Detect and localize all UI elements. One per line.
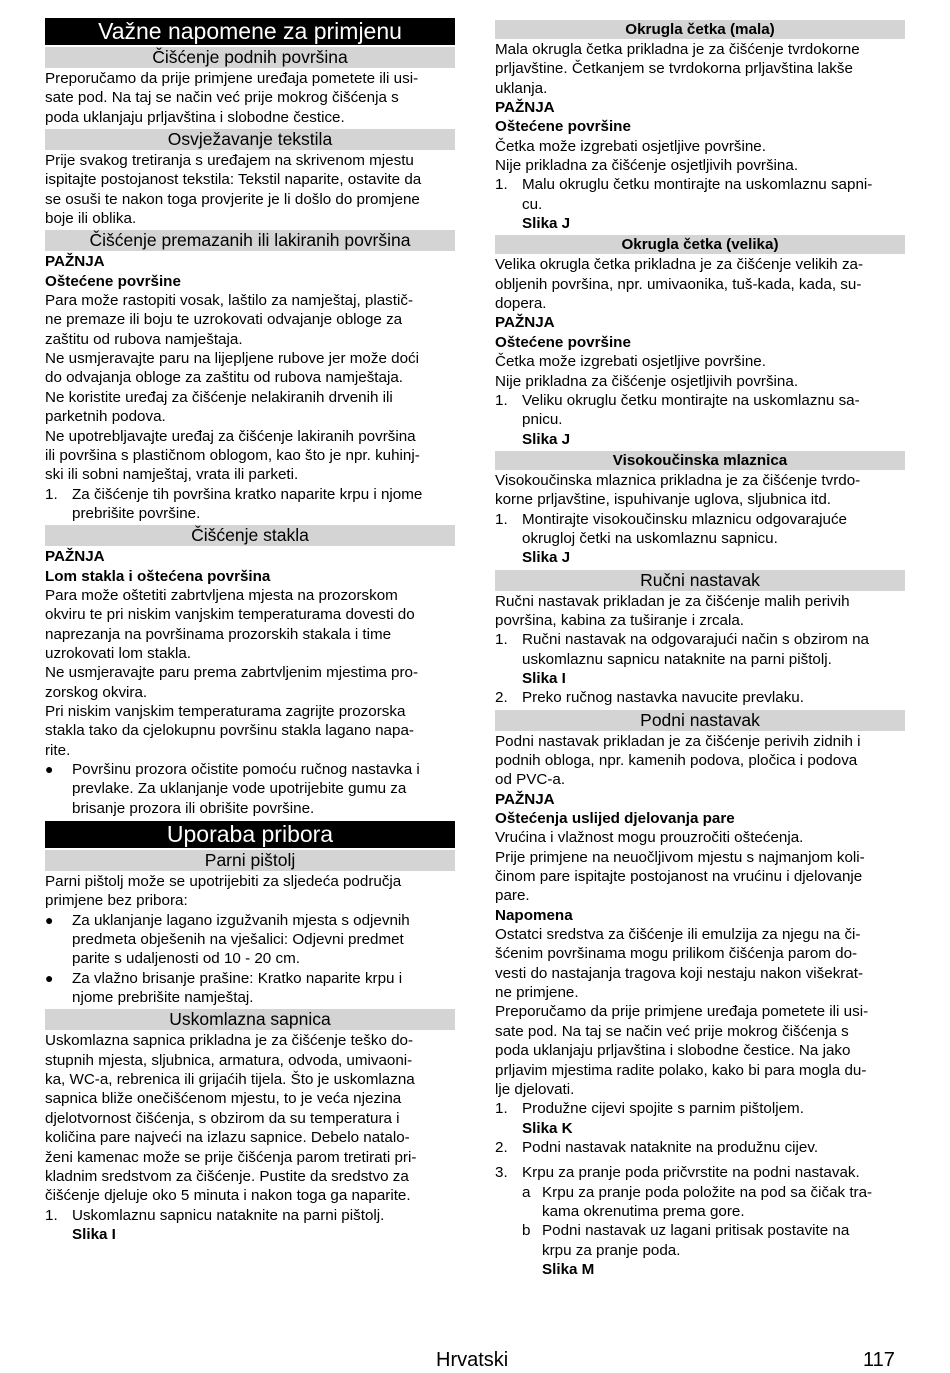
list-item-continuation [495,410,905,429]
text-line: Nije prikladna za čišćenje osjetljivih površina. [495,157,799,175]
list-number: 1. [495,631,508,649]
text-line: prevlake. Za uklanjanje vode upotrijebite gumu za [72,780,407,798]
text-line: od PVC-a. [495,771,566,789]
list-number: 2. [495,1138,508,1156]
text-line: Ne usmjeravajte paru na lijepljene rubove jer može doći [45,350,419,368]
text-line: ispitajte postojanost tekstila: Tekstil naparite, ostavite da [45,171,422,189]
text-line: Podni nastavak nataknite na produžnu cijev. [522,1138,819,1156]
figure-label: Slika J [522,215,571,233]
figure-reference [495,1260,905,1279]
text-line: poda uklanjaju prljavština i slobodne čestice. Na jako [495,1042,851,1060]
warning-label: PAŽNJA [45,548,105,566]
text-line: Parni pištolj može se upotrijebiti za sljedeća područja [45,873,402,891]
section-heading: Podni nastavak [495,710,905,731]
sub-list-letter: b [522,1222,531,1240]
left-column [45,18,455,1244]
text-line: Produžne cijevi spojite s parnim pištoljem. [522,1100,804,1118]
bullet-item-continuation [45,799,455,818]
bullet-item-continuation [45,988,455,1007]
warning-label: PAŽNJA [495,99,555,117]
text-line: poda uklanjaju prljavština i slobodne čestice. [45,108,345,126]
sub-list-item [495,1183,905,1202]
list-item-continuation [45,504,455,523]
list-item [495,510,905,529]
figure-reference [495,214,905,233]
text-line: korne prljavštine, ispuhivanje uglova, sljubnica itd. [495,491,832,509]
bullet-item [45,911,455,930]
text-line: Vrućina i vlažnost mogu prouzročiti oštećenja. [495,829,804,847]
text-line: Pri niskim vanjskim temperaturama zagrijte prozorska [45,702,406,720]
list-item [495,688,905,707]
warning-subtitle: Oštećene površine [495,118,631,136]
text-line: šćenim površinama mogu prilikom čišćenja parom do- [495,945,858,963]
text-line: Za vlažno brisanje prašine: Kratko naparite krpu i [72,969,403,987]
text-line: Prije primjene na neuočljivom mjestu s najmanjom koli- [495,848,865,866]
figure-label: Slika M [542,1260,595,1278]
text-line: Krpu za pranje poda pričvrstite na podni nastavak. [522,1164,860,1182]
text-line: sate pod. Na taj se način već prije mokrog čišćenja s [495,1022,849,1040]
figure-label: Slika I [72,1225,116,1243]
text-line: do odvajanja obloge za zaštitu od rubova namještaja. [45,369,403,387]
list-item [495,175,905,194]
text-line: rite. [45,741,71,759]
text-line: parketnih podova. [45,408,166,426]
right-column [495,20,905,1279]
text-line: Uskomlazna sapnica prikladna je za čišćenje teško do- [45,1032,414,1050]
text-line: Malu okruglu četku montirajte na uskomlaznu sapni- [522,176,873,194]
text-line: Četka može izgrebati osjetljive površine. [495,137,766,155]
list-item-continuation [495,195,905,214]
text-line: ski ili sobni namještaj, vrata ili parketi. [45,466,299,484]
text-line: uzrokovati lom stakla. [45,644,192,662]
figure-reference [495,548,905,567]
warning-subtitle: Lom stakla i oštećena površina [45,567,271,585]
text-line: krpu za pranje poda. [542,1241,681,1259]
list-item [495,630,905,649]
bullet-item-continuation [45,949,455,968]
figure-reference [45,1225,455,1244]
text-line: ka, WC-a, rebrenica ili grijaćih tijela. Što je uskomlazna [45,1071,415,1089]
section-heading: Čišćenje stakla [45,525,455,546]
text-line: ženi kamenac može se prije čišćenja parom tretirati pri- [45,1148,417,1166]
warning-label: PAŽNJA [495,790,555,808]
text-line: Preporučamo da prije primjene uređaja pometete ili usi- [45,70,419,87]
text-line: vesti do nastajanja tragova koji nestaju nakon višekrat- [495,964,864,982]
text-line: djelotvornost čišćenja, s obzirom da su temperatura i [45,1109,400,1127]
text-line: Prije svakog tretiranja s uređajem na skrivenom mjestu [45,152,414,170]
text-line: kladnim sredstvom za čišćenje. Pustite da sredstvo za [45,1167,409,1185]
text-line: sate pod. Na taj se način već prije mokrog čišćenja s [45,89,399,107]
text-line: stupnih mjesta, sljubnica, armatura, odvoda, umivaoni- [45,1051,413,1069]
text-line: pare. [495,887,530,905]
figure-reference [495,1119,905,1138]
text-line: Para može oštetiti zabrtvljena mjesta na prozorskom [45,586,398,604]
text-line: ne premaze ili boju te uzrokovati odvajanje obloge za [45,311,403,329]
list-number: 1. [45,1206,58,1224]
list-number: 1. [495,391,508,409]
text-line: boje ili oblika. [45,210,137,228]
main-heading: Uporaba pribora [45,821,455,848]
figure-label: Slika I [522,669,566,687]
text-line: Montirajte visokoučinsku mlaznicu odgovarajuće [522,510,848,528]
list-item [495,1163,905,1182]
text-line: Krpu za pranje poda položite na pod sa čičak tra- [542,1183,873,1201]
warning-subtitle: Oštećene površine [45,272,181,290]
list-number: 1. [495,176,508,194]
text-line: Preko ručnog nastavka navucite prevlaku. [522,689,804,707]
warning-label: PAŽNJA [495,314,555,332]
text-line: Preporučamo da prije primjene uređaja pometete ili usi- [495,1003,869,1021]
section-heading: Ručni nastavak [495,570,905,591]
section-heading: Parni pištolj [45,850,455,871]
list-item-continuation [495,650,905,669]
warning-subtitle: Oštećenja uslijed djelovanja pare [495,810,735,828]
list-item [495,1138,905,1157]
text-line: njome prebrišite namještaj. [72,989,254,1007]
page-number: 117 [863,1349,895,1371]
section-heading: Okrugla četka (mala) [495,20,905,39]
section-heading: Osvježavanje tekstila [45,129,455,150]
warning-label: PAŽNJA [45,253,105,271]
text-line: Velika okrugla četka prikladna je za čišćenje velikih za- [495,256,864,274]
main-heading: Važne napomene za primjenu [45,18,455,45]
section-heading: Uskomlazna sapnica [45,1009,455,1030]
bullet-item [45,760,455,779]
text-line: Mala okrugla četka prikladna je za čišćenje tvrdokorne [495,41,860,58]
text-line: uskomlaznu sapnicu nataknite na parni pištolj. [522,650,832,668]
footer-language: Hrvatski [436,1349,509,1371]
text-line: Ne usmjeravajte paru prema zabrtvljenim mjestima pro- [45,664,419,682]
text-line: Ne koristite uređaj za čišćenje nelakiranih drvenih ili [45,388,393,406]
figure-reference [495,669,905,688]
text-line: obljenih površina, npr. umivaonika, tuš-kada, kada, su- [495,275,862,293]
figure-label: Slika J [522,430,571,448]
text-line: naprezanja na površinama prozorskih stakala i time [45,625,392,643]
text-line: Ostatci sredstva za čišćenje ili emulzija za njegu na či- [495,926,861,944]
text-line: Podni nastavak uz lagani pritisak postavite na [542,1222,850,1240]
text-line: Površinu prozora očistite pomoću ručnog nastavka i [72,761,420,778]
list-item [495,1099,905,1118]
text-line: Ručni nastavak na odgovarajući način s obzirom na [522,631,869,649]
list-item [45,485,455,504]
text-line: podnih obloga, npr. kamenih podova, pločica i podova [495,752,858,769]
text-line: činom pare ispitajte postojanost na vrućinu i djelovanje [495,868,863,886]
bullet-item-continuation [45,779,455,798]
text-line: sapnica bliže onečišćenom mjestu, to je veća njezina [45,1090,402,1108]
text-line: Visokoučinska mlaznica prikladna je za čišćenje tvrdo- [495,471,861,489]
note-label: Napomena [495,906,573,924]
list-item [495,391,905,410]
text-line: lje djelovati. [495,1080,575,1098]
text-line: čišćenje djeluje oko 5 minuta i nakon toga ga naparite. [45,1187,411,1205]
text-line: Za uklanjanje lagano izgužvanih mjesta s odjevnih [72,911,410,929]
list-number: 1. [495,510,508,528]
bullet-icon: ● [45,911,54,928]
sub-list-item-continuation [495,1202,905,1221]
text-line: Nije prikladna za čišćenje osjetljivih površina. [495,372,799,390]
text-line: pnicu. [522,411,563,429]
text-line: prljavim mjestima radite polako, kako bi para mogla du- [495,1061,867,1079]
text-line: Uskomlaznu sapnicu nataknite na parni pištolj. [72,1206,385,1224]
text-line: dopera. [495,295,547,313]
text-line: Za čišćenje tih površina kratko naparite krpu i njome [72,485,423,503]
text-line: predmeta obješenih na vješalici: Odjevni predmet [72,931,404,949]
text-line: Veliku okruglu četku montirajte na uskomlaznu sa- [522,391,860,409]
text-line: ili površina s plastičnom oblogom, kao što je npr. kuhinj- [45,446,420,464]
text-line: zaštitu od rubova namještaja. [45,330,243,348]
bullet-item [45,969,455,988]
figure-reference [495,430,905,449]
figure-label: Slika J [522,549,571,567]
text-line: parite s udaljenosti od 10 - 20 cm. [72,950,300,968]
figure-label: Slika K [522,1119,573,1137]
section-heading: Čišćenje podnih površina [45,47,455,68]
text-line: uklanja. [495,79,548,97]
text-line: Podni nastavak prikladan je za čišćenje perivih zidnih i [495,732,861,750]
list-number: 2. [495,689,508,707]
section-heading: Okrugla četka (velika) [495,235,905,254]
list-item [45,1206,455,1225]
text-line: stakla tako da cjelokupnu površinu stakla lagano napa- [45,722,414,740]
text-line: ne primjene. [495,984,579,1002]
bullet-icon: ● [45,761,54,777]
text-line: kama okrenutima prema gore. [542,1202,745,1220]
sub-list-letter: a [522,1183,531,1201]
text-line: primjene bez pribora: [45,892,188,910]
text-line: količina pare najveći na izlazu sapnice. Debelo natalo- [45,1129,410,1147]
text-line: Para može rastopiti vosak, laštilo za namještaj, plastič- [45,292,414,310]
text-line: brisanje prozora ili obrišite površine. [72,799,315,817]
bullet-icon: ● [45,969,54,986]
text-line: cu. [522,195,543,213]
text-line: zorskog okvira. [45,683,148,701]
text-line: Četka može izgrebati osjetljive površine. [495,353,766,371]
text-line: Ne upotrebljavajte uređaj za čišćenje lakiranih površina [45,427,416,445]
sub-list-item-continuation [495,1241,905,1260]
text-line: okrugloj četki na uskomlaznu sapnicu. [522,529,778,547]
sub-list-item [495,1221,905,1240]
list-number: 1. [495,1100,508,1118]
section-heading: Visokoučinska mlaznica [495,451,905,470]
text-line: okviru te pri niskim vanjskim temperaturama dovesti do [45,606,415,624]
list-number: 3. [495,1164,508,1182]
list-number: 1. [45,485,58,503]
text-line: Ručni nastavak prikladan je za čišćenje malih perivih [495,592,850,610]
warning-subtitle: Oštećene površine [495,333,631,351]
list-item-continuation [495,529,905,548]
section-heading: Čišćenje premazanih ili lakiranih površina [45,230,455,251]
bullet-item-continuation [45,930,455,949]
text-line: prebrišite površine. [72,504,201,522]
text-line: površina, kabina za tuširanje i zrcala. [495,611,745,629]
text-line: prljavštine. Četkanjem se tvrdokorna prljavština lakše [495,60,853,78]
text-line: se osuši te nakon toga provjerite je li došlo do promjene [45,190,420,208]
